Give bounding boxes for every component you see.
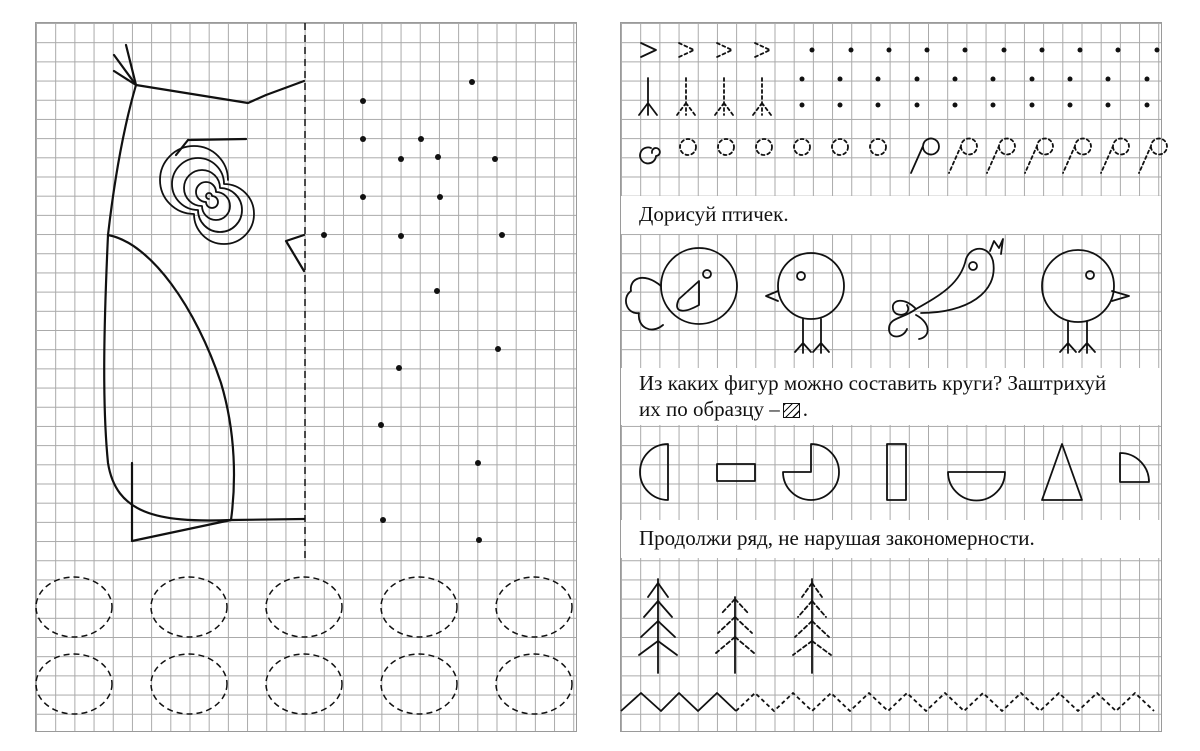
left-page-drawings	[36, 23, 576, 731]
dashed-oval	[266, 654, 342, 714]
dashed-oval	[266, 577, 342, 637]
task-caption-shapes-question: Из каких фигур можно составить круги? Заштрихуй	[637, 369, 1112, 398]
dashed-oval	[36, 577, 112, 637]
dashed-oval	[496, 654, 572, 714]
shape-quarter-circle	[1120, 453, 1149, 482]
left-worksheet-page	[35, 22, 577, 732]
bird-round-with-wing	[626, 248, 737, 329]
dashed-oval	[496, 577, 572, 637]
hatched-square-sample-icon	[783, 403, 800, 418]
owl-spiral-eye	[160, 146, 254, 244]
task-caption-draw-birds: Дорисуй птичек.	[637, 200, 795, 229]
task-caption-shapes-question-line2: их по образцу – .	[637, 395, 814, 424]
right-worksheet-page	[620, 22, 1162, 732]
dashed-oval	[381, 654, 457, 714]
bird-swirl-tail	[889, 239, 1003, 339]
owl-body-outline	[104, 235, 304, 541]
shape-three-quarter-circle	[783, 444, 839, 500]
spiral-pattern-row	[640, 139, 1167, 174]
task-caption-continue-pattern: Продолжи ряд, не нарушая закономерности.	[637, 524, 1041, 553]
shape-half-circle	[640, 444, 668, 500]
owl-beak	[286, 235, 304, 271]
dot-pattern-rows	[800, 48, 1160, 108]
shape-triangle	[1042, 444, 1082, 500]
bird-chick-standing-2	[1042, 250, 1129, 353]
dashed-oval-rows	[36, 577, 572, 714]
zigzag-pattern	[621, 693, 1154, 711]
shape-bowl-half-circle	[948, 472, 1005, 501]
fork-pattern-row	[639, 78, 771, 115]
mirror-dots	[321, 79, 505, 543]
tree-dashed-1	[716, 597, 754, 673]
tree-dashed-2	[793, 579, 831, 673]
shape-rectangle	[717, 464, 755, 481]
bird-chick-standing-1	[766, 253, 844, 353]
arrowhead-pattern-row	[641, 43, 770, 57]
dashed-oval	[381, 577, 457, 637]
dashed-oval	[151, 654, 227, 714]
tree-solid	[639, 579, 677, 673]
shape-tall-rectangle	[887, 444, 906, 500]
dashed-oval	[151, 577, 227, 637]
dashed-oval	[36, 654, 112, 714]
